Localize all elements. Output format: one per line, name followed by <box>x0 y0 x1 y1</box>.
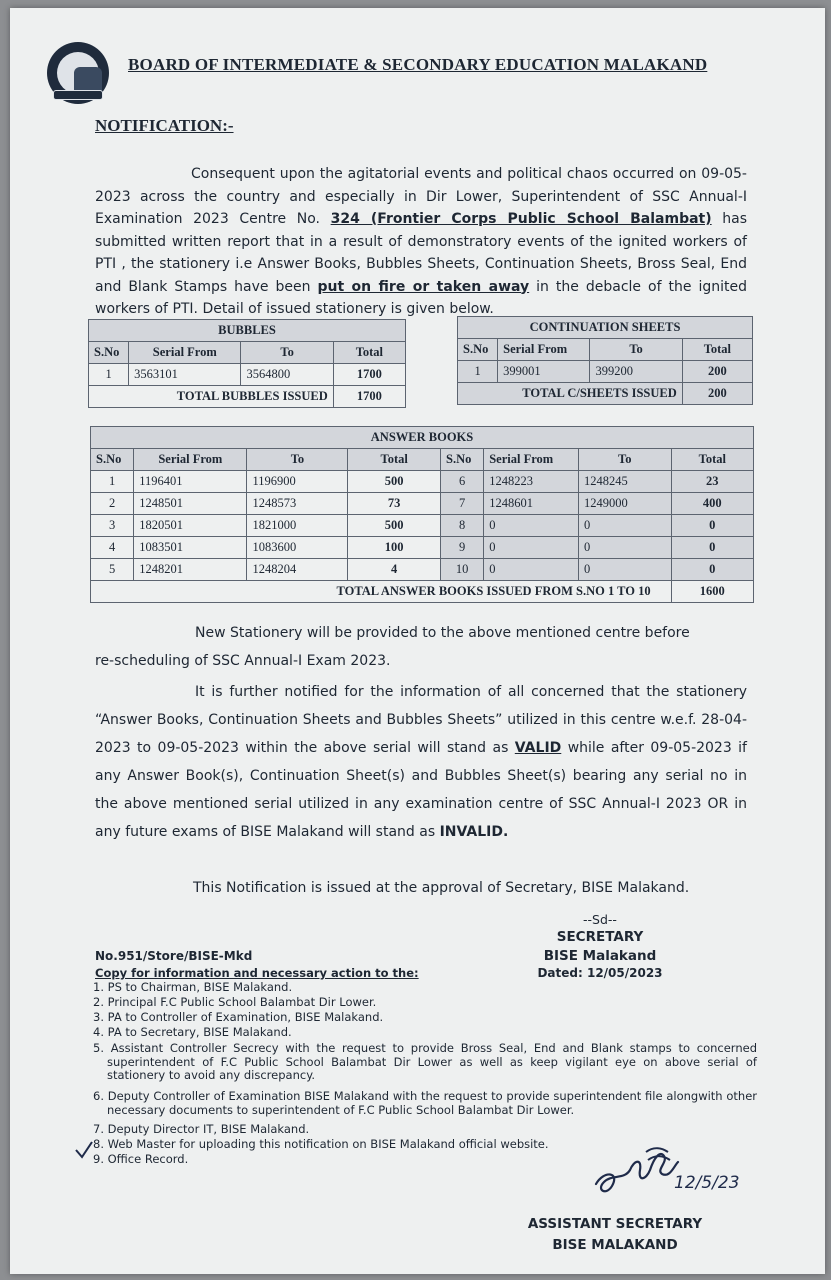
invalid-text: INVALID. <box>439 824 509 840</box>
list-item: 2. Principal F.C Public School Balambat Dir Lower. <box>93 995 377 1009</box>
dated: Dated: 12/05/2023 <box>537 966 663 980</box>
list-item: 4. PA to Secretary, BISE Malakand. <box>93 1025 292 1039</box>
board-logo <box>47 42 109 104</box>
new-stationery-continued: re-scheduling of SSC Annual-I Exam 2023. <box>95 653 391 669</box>
list-item: 9. Office Record. <box>93 1152 189 1166</box>
new-stationery-paragraph: New Stationery will be provided to the above mentioned centre before <box>195 625 690 641</box>
intro-paragraph: Consequent upon the agitatorial events and political chaos occurred on 09-05-2023 across the country and especially in Dir Lower, Superintendent of SSC Annual-I Examination 2023 Centre No. 324 (Frontier Corps Public School Balambat) has submitted written report that in a result of demonstratory events of the ignited workers of PTI , the stationery i.e Answer Books, Bubbles Sheets, Continuation Sheets, Bross Seal, End and Blank Stamps have been put on fire or taken away in the debacle of the ignited workers of PTI. Detail of issued stationery is given below. <box>95 166 747 317</box>
table-row: 5 1248201 1248204 4 10 0 0 0 <box>91 559 754 581</box>
answer-books-title: ANSWER BOOKS <box>91 427 754 449</box>
bubbles-title: BUBBLES <box>89 320 406 342</box>
notification-heading: NOTIFICATION:- <box>95 116 234 135</box>
checkmark-icon <box>74 1140 94 1160</box>
list-item: 7. Deputy Director IT, BISE Malakand. <box>93 1122 310 1136</box>
signature-date: 12/5/23 <box>674 1173 740 1193</box>
secretary-title: SECRETARY <box>556 929 644 945</box>
secretary-org: BISE Malakand <box>543 948 657 964</box>
approval-line: This Notification is issued at the approval of Secretary, BISE Malakand. <box>193 880 690 896</box>
table-row: 2 1248501 1248573 73 7 1248601 1249000 400 <box>91 493 754 515</box>
valid-text: VALID <box>514 740 562 756</box>
table-row: 1 1196401 1196900 500 6 1248223 1248245 23 <box>91 471 754 493</box>
list-item: 5. Assistant Controller Secrecy with the request to provide Bross Seal, End and Blank stamps to concerned superintendent of F.C Public School Balambat Dir Lower as well as keep vigilant eye on above serial of stationery to avoid any discrepancy. <box>93 1041 757 1082</box>
continuation-total-label: TOTAL C/SHEETS ISSUED <box>458 383 683 405</box>
sd-mark: --Sd-- <box>583 912 617 927</box>
list-item: 1. PS to Chairman, BISE Malakand. <box>93 980 293 994</box>
list-item: 3. PA to Controller of Examination, BISE Malakand. <box>93 1010 384 1024</box>
centre-name: 324 (Frontier Corps Public School Balambat) <box>330 211 712 227</box>
validity-paragraph: It is further notified for the information of all concerned that the stationery “Answer Books, Continuation Sheets and Bubbles Sheets” utilized in this centre w.e.f. 28-04-2023 to 09-05-2023 within the above serial will stand as VALID while after 09-05-2023 if any Answer Book(s), Continuation Sheet(s) and Bubbles Sheet(s) bearing any serial no in the above mentioned serial utilized in any examination centre of SSC Annual-I 2023 OR in any future exams of BISE Malakand will stand as INVALID. <box>95 684 747 840</box>
emphasis-text: put on fire or taken away <box>317 278 530 295</box>
table-row: 4 1083501 1083600 100 9 0 0 0 <box>91 537 754 559</box>
copy-heading: Copy for information and necessary action to the: <box>95 966 419 980</box>
continuation-total-value: 200 <box>682 383 752 405</box>
table-row: 3 1820501 1821000 500 8 0 0 0 <box>91 515 754 537</box>
answer-books-total-value: 1600 <box>671 581 753 603</box>
continuation-title: CONTINUATION SHEETS <box>458 317 753 339</box>
assistant-secretary-org: BISE MALAKAND <box>552 1237 678 1253</box>
bubbles-total-label: TOTAL BUBBLES ISSUED <box>89 386 334 408</box>
answer-books-table: ANSWER BOOKS S.No Serial From To Total S.No Serial From To Total 1 1196401 1196900 500 6 1248223 1248245 23 2 1248501 1248573 73 7 1248601 1249000 400 3 1820501 1821000 500 8 0 0 0 4 1083501 1083600 100 9 0 0 0 5 1248201 1248204 4 10 0 0 0 TOTAL ANSWER BOOKS ISSUED FROM S.NO 1 TO 10 1600 <box>90 426 754 603</box>
table-row: 1 3563101 3564800 1700 <box>89 364 406 386</box>
list-item: 6. Deputy Controller of Examination BISE Malakand with the request to provide superintendent file alongwith other necessary documents to superintendent of F.C Public School Balambat Dir Lower. <box>93 1089 757 1117</box>
bubbles-table: BUBBLES S.No Serial From To Total 1 3563101 3564800 1700 TOTAL BUBBLES ISSUED 1700 <box>88 319 406 408</box>
table-row: 1 399001 399200 200 <box>458 361 753 383</box>
assistant-secretary-title: ASSISTANT SECRETARY <box>527 1216 703 1232</box>
answer-books-total-label: TOTAL ANSWER BOOKS ISSUED FROM S.NO 1 TO 10 <box>91 581 672 603</box>
board-name: BOARD OF INTERMEDIATE & SECONDARY EDUCATION MALAKAND <box>128 55 708 74</box>
list-item: 8. Web Master for uploading this notification on BISE Malakand official website. <box>93 1137 549 1151</box>
handwritten-signature <box>590 1140 760 1210</box>
bubbles-total-value: 1700 <box>333 386 405 408</box>
continuation-sheets-table: CONTINUATION SHEETS S.No Serial From To Total 1 399001 399200 200 TOTAL C/SHEETS ISSUED 200 <box>457 316 753 405</box>
reference-number: No.951/Store/BISE-Mkd <box>95 949 253 963</box>
